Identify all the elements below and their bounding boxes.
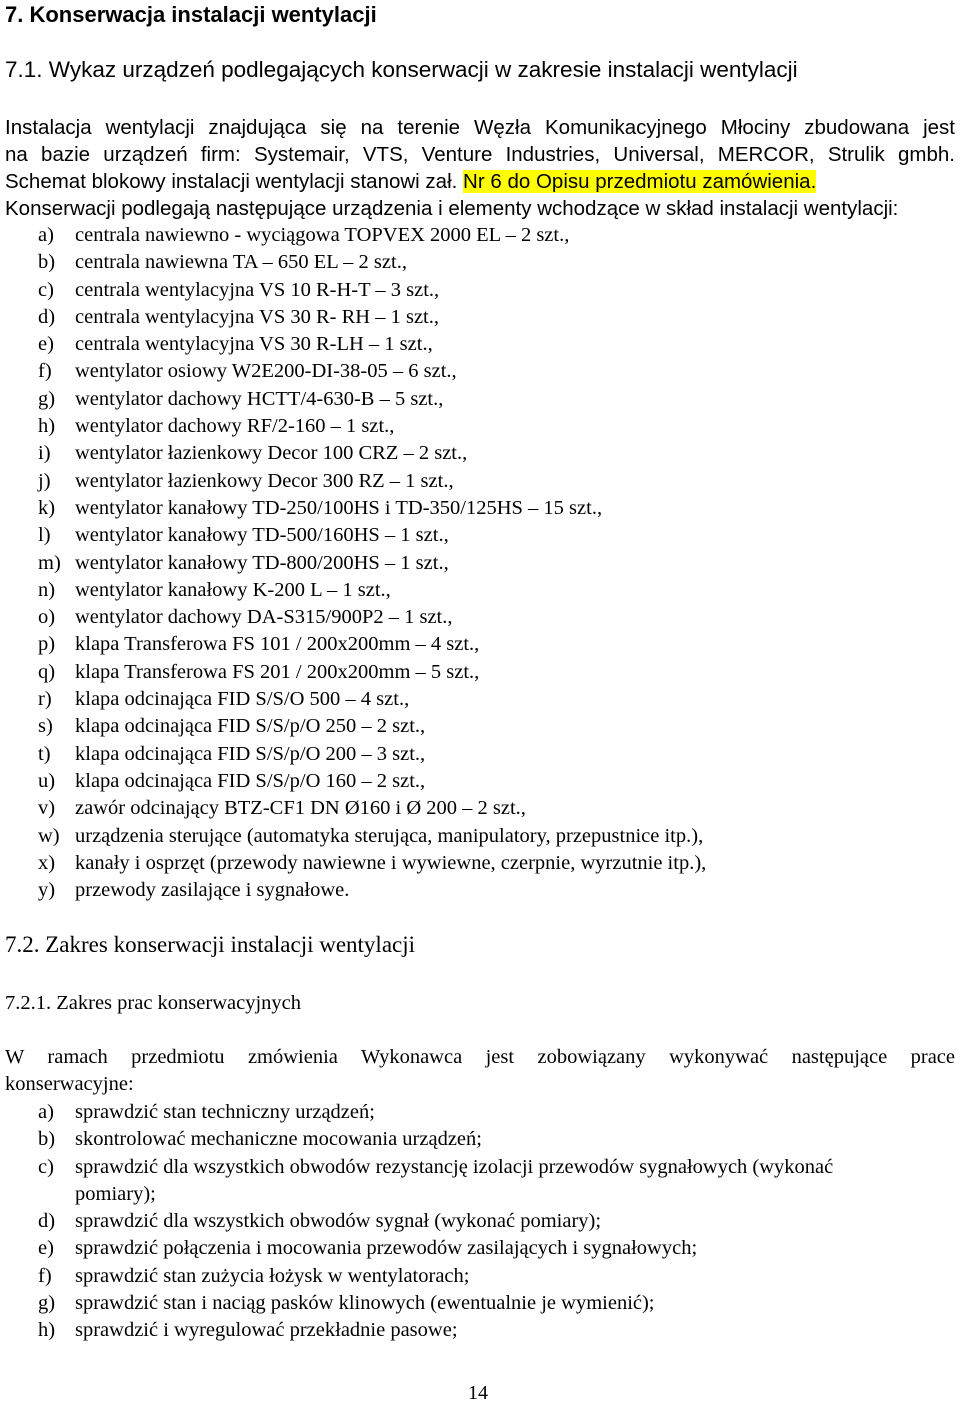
subsection-title-7-2-1: 7.2.1. Zakres prac konserwacyjnych (5, 992, 301, 1014)
device-item-label: k) (38, 496, 56, 519)
task-item-text: sprawdzić stan i naciąg pasków klinowych (ewentualnie je wymienić); (75, 1292, 655, 1315)
device-item-label: v) (38, 797, 56, 820)
device-item-label: j) (38, 469, 51, 492)
intro-line-4: Konserwacji podlegają następujące urządzenia i elementy wchodzące w skład instalacji wentylacji: (5, 197, 899, 220)
scope-intro-line-1: W ramach przedmiotu zmówienia Wykonawca jest zobowiązany wykonywać następujące prace (5, 1046, 955, 1068)
device-item-label: p) (38, 633, 56, 656)
device-item-text: klapa Transferowa FS 101 / 200x200mm – 4 szt., (75, 633, 480, 656)
device-item-label: h) (38, 415, 56, 438)
device-item-label: l) (38, 524, 51, 547)
device-item-label: t) (38, 742, 51, 765)
device-item-text: centrala nawiewno - wyciągowa TOPVEX 2000 EL – 2 szt., (75, 224, 570, 246)
device-item-text: wentylator kanałowy TD-800/200HS – 1 szt., (75, 551, 449, 574)
device-item-text: wentylator łazienkowy Decor 100 CRZ – 2 szt., (75, 442, 468, 465)
task-item-text: sprawdzić stan zużycia łożysk w wentylatorach; (75, 1264, 470, 1287)
device-item-label: d) (38, 305, 56, 328)
device-item-text: zawór odcinający BTZ-CF1 DN Ø160 i Ø 200 – 2 szt., (75, 797, 526, 820)
device-item-text: klapa odcinająca FID S/S/p/O 200 – 3 szt., (75, 742, 426, 765)
device-item-label: s) (38, 715, 53, 738)
task-item-label: d) (38, 1210, 56, 1233)
page-number: 14 (468, 1382, 488, 1404)
device-item-label: r) (38, 688, 52, 711)
task-item-text: sprawdzić stan techniczny urządzeń; (75, 1101, 375, 1123)
task-item-text-cont: pomiary); (75, 1182, 156, 1205)
intro-attachment-text: Schemat blokowy instalacji wentylacji stanowi zał. (5, 170, 458, 193)
device-item-text: wentylator dachowy HCTT/4-630-B – 5 szt., (75, 387, 444, 410)
task-item-label: e) (38, 1237, 54, 1260)
device-item-label: g) (38, 387, 56, 410)
device-item-label: i) (38, 442, 51, 465)
device-item-label: e) (38, 333, 54, 356)
section-title: 7. Konserwacja instalacji wentylacji (5, 2, 377, 27)
task-item-text: sprawdzić połączenia i mocowania przewodów zasilających i sygnałowych; (75, 1237, 698, 1260)
device-item-text: wentylator osiowy W2E200-DI-38-05 – 6 szt., (75, 360, 457, 383)
task-item-label: f) (38, 1264, 52, 1287)
task-item-text: sprawdzić i wyregulować przekładnie pasowe; (75, 1319, 458, 1342)
device-item-text: centrala wentylacyjna VS 30 R- RH – 1 szt., (75, 305, 439, 328)
task-item-label: h) (38, 1319, 56, 1342)
device-item-text: wentylator kanałowy TD-500/160HS – 1 szt., (75, 524, 449, 547)
task-item-label: c) (38, 1155, 54, 1178)
device-item-label: m) (38, 551, 61, 574)
task-item-label: g) (38, 1292, 56, 1315)
device-item-text: wentylator łazienkowy Decor 300 RZ – 1 szt., (75, 469, 454, 492)
device-item-text: przewody zasilające i sygnałowe. (75, 879, 350, 902)
subsection-title: 7.1. Wykaz urządzeń podlegających konserwacji w zakresie instalacji wentylacji (5, 57, 798, 82)
intro-line-3 (5, 170, 955, 194)
device-item-label: a) (38, 224, 54, 246)
intro-line-2: na bazie urządzeń firm: Systemair, VTS, Venture Industries, Universal, MERCOR, Strulik gmbh. (5, 143, 955, 166)
device-item-text: wentylator dachowy DA-S315/900P2 – 1 szt., (75, 606, 453, 629)
device-item-label: b) (38, 251, 56, 274)
task-item-label: a) (38, 1101, 54, 1123)
task-item-text: skontrolować mechaniczne mocowania urządzeń; (75, 1128, 482, 1151)
task-item-text: sprawdzić dla wszystkich obwodów sygnał (wykonać pomiary); (75, 1210, 602, 1233)
device-item-label: u) (38, 769, 56, 792)
device-item-text: wentylator kanałowy TD-250/100HS i TD-350/125HS – 15 szt., (75, 496, 603, 519)
device-item-label: w) (38, 824, 60, 847)
device-item-label: c) (38, 278, 54, 301)
device-item-text: kanały i osprzęt (przewody nawiewne i wywiewne, czerpnie, wyrzutnie itp.), (75, 851, 707, 874)
device-item-label: n) (38, 578, 56, 601)
section-title-7-2: 7.2. Zakres konserwacji instalacji wentylacji (5, 932, 416, 957)
device-item-label: o) (38, 606, 56, 629)
device-item-label: q) (38, 660, 56, 683)
task-item-text: sprawdzić dla wszystkich obwodów rezystancję izolacji przewodów sygnałowych (wykonać (75, 1155, 834, 1178)
device-item-text: centrala wentylacyjna VS 30 R-LH – 1 szt., (75, 333, 433, 356)
intro-line-1: Instalacja wentylacji znajdująca się na terenie Węzła Komunikacyjnego Młociny zbudowana jest (5, 116, 955, 139)
device-item-text: klapa odcinająca FID S/S/p/O 160 – 2 szt., (75, 769, 426, 792)
scope-intro-line-2: konserwacyjne: (5, 1073, 134, 1095)
device-item-text: centrala wentylacyjna VS 10 R-H-T – 3 szt., (75, 278, 440, 301)
device-item-text: klapa odcinająca FID S/S/O 500 – 4 szt., (75, 688, 410, 711)
device-item-text: klapa odcinająca FID S/S/p/O 250 – 2 szt., (75, 715, 426, 738)
device-item-text: klapa Transferowa FS 201 / 200x200mm – 5 szt., (75, 660, 480, 683)
device-item-label: y) (38, 879, 56, 902)
task-item-label: b) (38, 1128, 56, 1151)
device-item-text: urządzenia sterujące (automatyka sterująca, manipulatory, przepustnice itp.), (75, 824, 704, 847)
device-item-text: centrala nawiewna TA – 650 EL – 2 szt., (75, 251, 407, 274)
device-item-text: wentylator kanałowy K-200 L – 1 szt., (75, 578, 391, 601)
device-item-text: wentylator dachowy RF/2-160 – 1 szt., (75, 415, 395, 438)
device-item-label: x) (38, 851, 56, 874)
device-item-label: f) (38, 360, 52, 383)
highlighted-reference: Nr 6 do Opisu przedmiotu zamówienia. (463, 170, 817, 193)
